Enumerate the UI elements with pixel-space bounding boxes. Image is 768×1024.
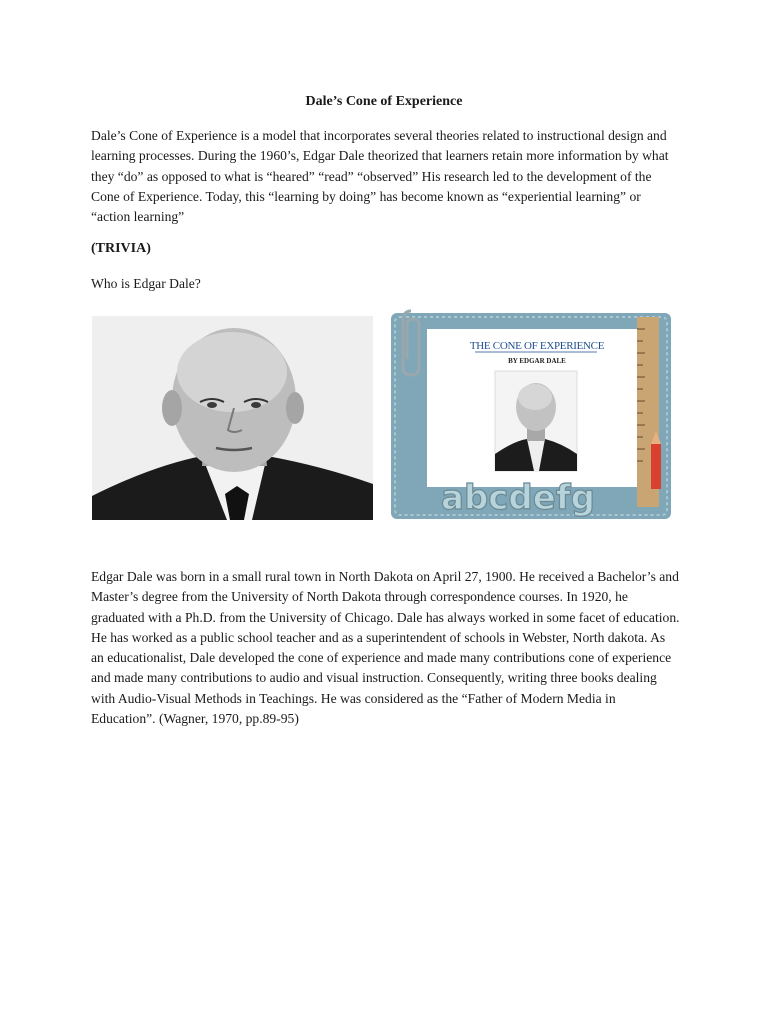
question-line: Who is Edgar Dale? (91, 276, 201, 291)
intro-paragraph: Dale’s Cone of Experience is a model that incorporates several theories related to instructional design and learning processes. During the 1960’s, Edgar Dale theorized that learners retain more information by what they “do” as opposed to what is “heared” “read” “observed” His research led to the development of the Cone of Experience. Today, this “learning by doing” has become known as “experiential learning” or “action learning” (91, 128, 669, 225)
trivia-heading: (TRIVIA) (91, 241, 151, 256)
biography-paragraph: Edgar Dale was born in a small rural town in North Dakota on April 27, 1900. He received a Bachelor’s and Master’s degree from the University of North Dakota through correspondence courses. In 1920, he graduated with a Ph.D. from the University of Chicago. Dale has always worked in some facet of education. He has worked as a public school teacher and as a superintendent of schools in Webster, North dakota. As an educationalist, Dale developed the cone of experience and made many contributions cone of experience and made many contributions to audio and visual instruction. Consequently, writing three books dealing with Audio-Visual Methods in Teachings. He was considered as the “Father of Modern Media in Education”. (Wagner, 1970, pp.89-95) (91, 569, 680, 727)
poster-subtitle: BY EDGAR DALE (508, 357, 566, 365)
cone-of-experience-poster (389, 309, 675, 521)
document-title: Dale’s Cone of Experience (305, 94, 463, 109)
alphabet-text: abcdefg (441, 478, 595, 518)
alphabet-letters (441, 478, 595, 518)
poster-illustration (389, 309, 675, 521)
portrait-illustration (92, 316, 373, 520)
poster-title: THE CONE OF EXPERIENCE (469, 340, 605, 352)
edgar-dale-portrait (92, 316, 373, 520)
